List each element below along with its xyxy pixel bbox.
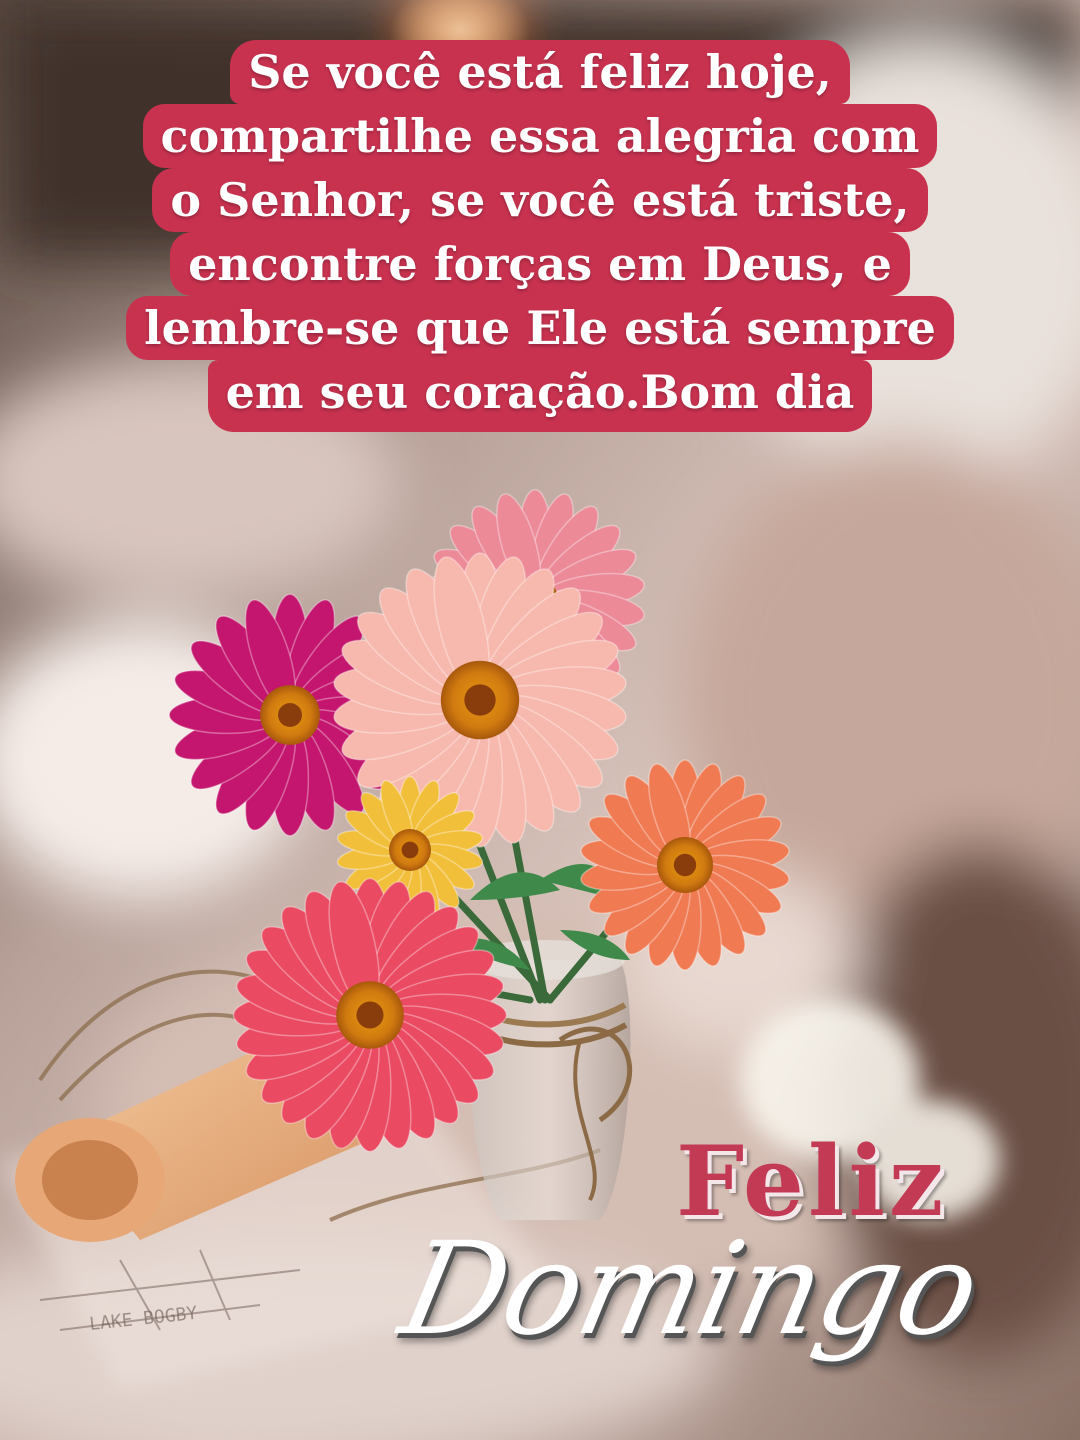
quote-line: compartilhe essa alegria com [143,104,938,168]
quote-line: Se você está feliz hoje, [230,40,850,104]
quote-line: em seu coração.Bom dia [208,360,873,432]
quote-line: o Senhor, se você está triste, [152,168,927,232]
quote-line: lembre-se que Ele está sempre [126,296,954,360]
greeting-feliz: Feliz [676,1125,948,1238]
map-label: LAKE BOGBY [88,1302,199,1335]
quote-box [70,40,1010,432]
quote-line: encontre forças em Deus, e [170,232,910,296]
greeting-domingo: Domingo [389,1215,991,1364]
